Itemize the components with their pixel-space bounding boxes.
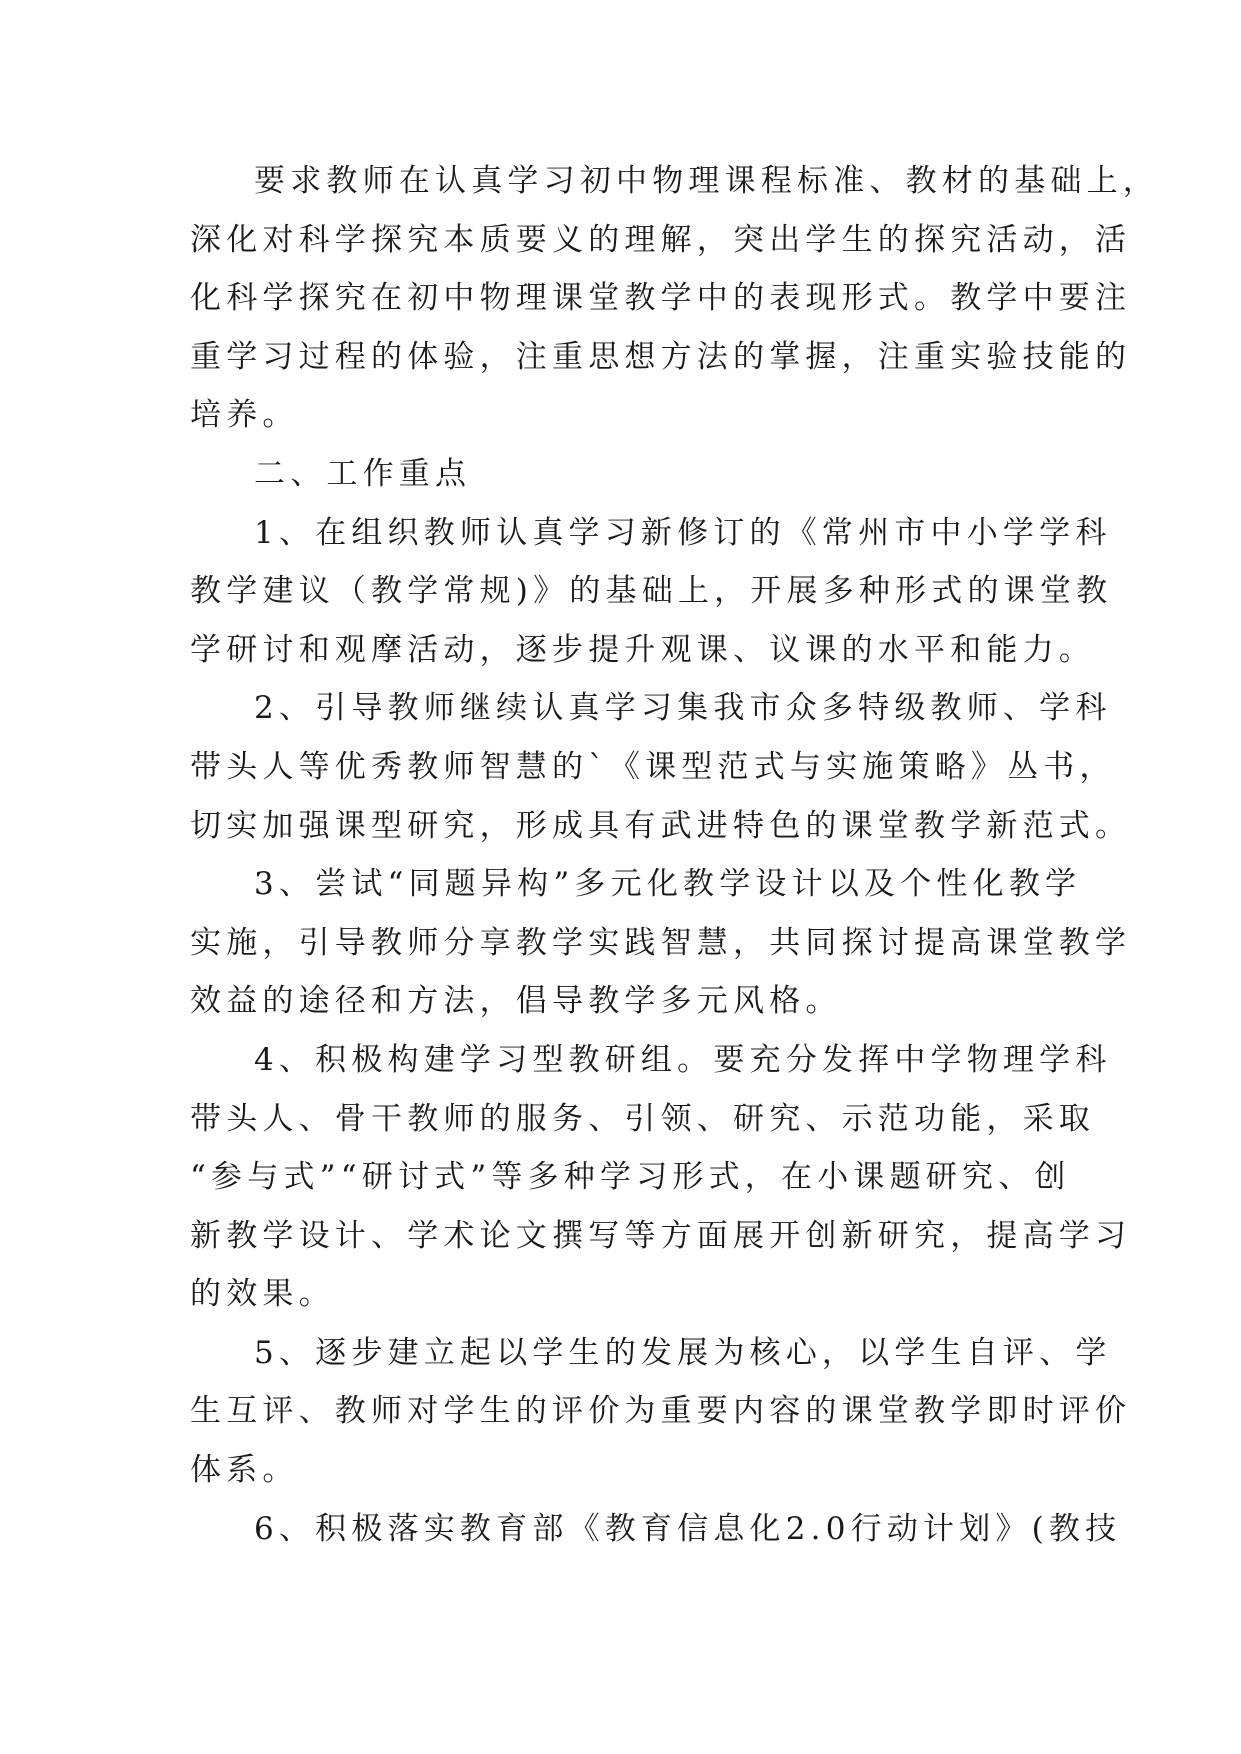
- text-line: 培养。: [190, 397, 299, 434]
- text-line: 学研讨和观摩活动，逐步提升观课、议课的水平和能力。: [190, 631, 1095, 668]
- text-line: 生互评、教师对学生的评价为重要内容的课堂教学即时评价: [190, 1393, 1132, 1430]
- text-line: 6、积极落实教育部《教育信息化2.0行动计划》(教技: [254, 1510, 1122, 1547]
- text-line: 切实加强课型研究，形成具有武进特色的课堂教学新范式。: [190, 807, 1132, 844]
- text-line: 带头人、骨干教师的服务、引领、研究、示范功能，采取: [190, 1100, 1095, 1137]
- text-line: 带头人等优秀教师智慧的`《课型范式与实施策略》丛书，: [190, 748, 1116, 785]
- text-line: 的效果。: [190, 1276, 335, 1313]
- text-line: “参与式”“研讨式”等多种学习形式，在小课题研究、创: [190, 1159, 1071, 1196]
- document-body: [190, 152, 1159, 1558]
- text-line: 重学习过程的体验，注重思想方法的掌握，注重实验技能的: [190, 338, 1132, 375]
- text-line: 化科学探究在初中物理课堂教学中的表现形式。教学中要注: [190, 280, 1132, 317]
- text-line: 教学建议（教学常规)》的基础上，开展多种形式的课堂教: [190, 573, 1113, 610]
- text-line: 实施，引导教师分享教学实践智慧，共同探讨提高课堂教学: [190, 924, 1132, 961]
- text-line: 要求教师在认真学习初中物理课程标准、教材的基础上，: [254, 163, 1159, 199]
- paragraph-item-3: [190, 855, 1132, 1031]
- text-line: 深化对科学探究本质要义的理解，突出学生的探究活动，活: [190, 221, 1132, 258]
- paragraph-item-6: [190, 1500, 1122, 1559]
- paragraph-item-1: [190, 504, 1113, 680]
- text-line: 2、引导教师继续认真学习集我市众多特级教师、学科: [254, 690, 1112, 727]
- paragraph-item-2: [190, 679, 1132, 855]
- text-line: 5、逐步建立起以学生的发展为核心，以学生自评、学: [254, 1334, 1112, 1371]
- section-heading: [190, 445, 1090, 504]
- text-line: 体系。: [190, 1452, 299, 1489]
- text-line: 3、尝试“同题异构”多元化教学设计以及个性化教学: [254, 866, 1082, 903]
- text-line: 4、积极构建学习型教研组。要充分发挥中学物理学科: [254, 1041, 1112, 1078]
- text-line: 1、在组织教师认真学习新修订的《常州市中小学学科: [254, 514, 1112, 551]
- paragraph-item-4: [190, 1031, 1132, 1324]
- heading-line: 二、工作重点: [254, 455, 472, 492]
- text-line: 效益的途径和方法，倡导教学多元风格。: [190, 983, 842, 1020]
- paragraph-item-5: [190, 1324, 1132, 1500]
- paragraph-intro: [190, 152, 1159, 445]
- text-line: 新教学设计、学术论文撰写等方面展开创新研究，提高学习: [190, 1217, 1132, 1254]
